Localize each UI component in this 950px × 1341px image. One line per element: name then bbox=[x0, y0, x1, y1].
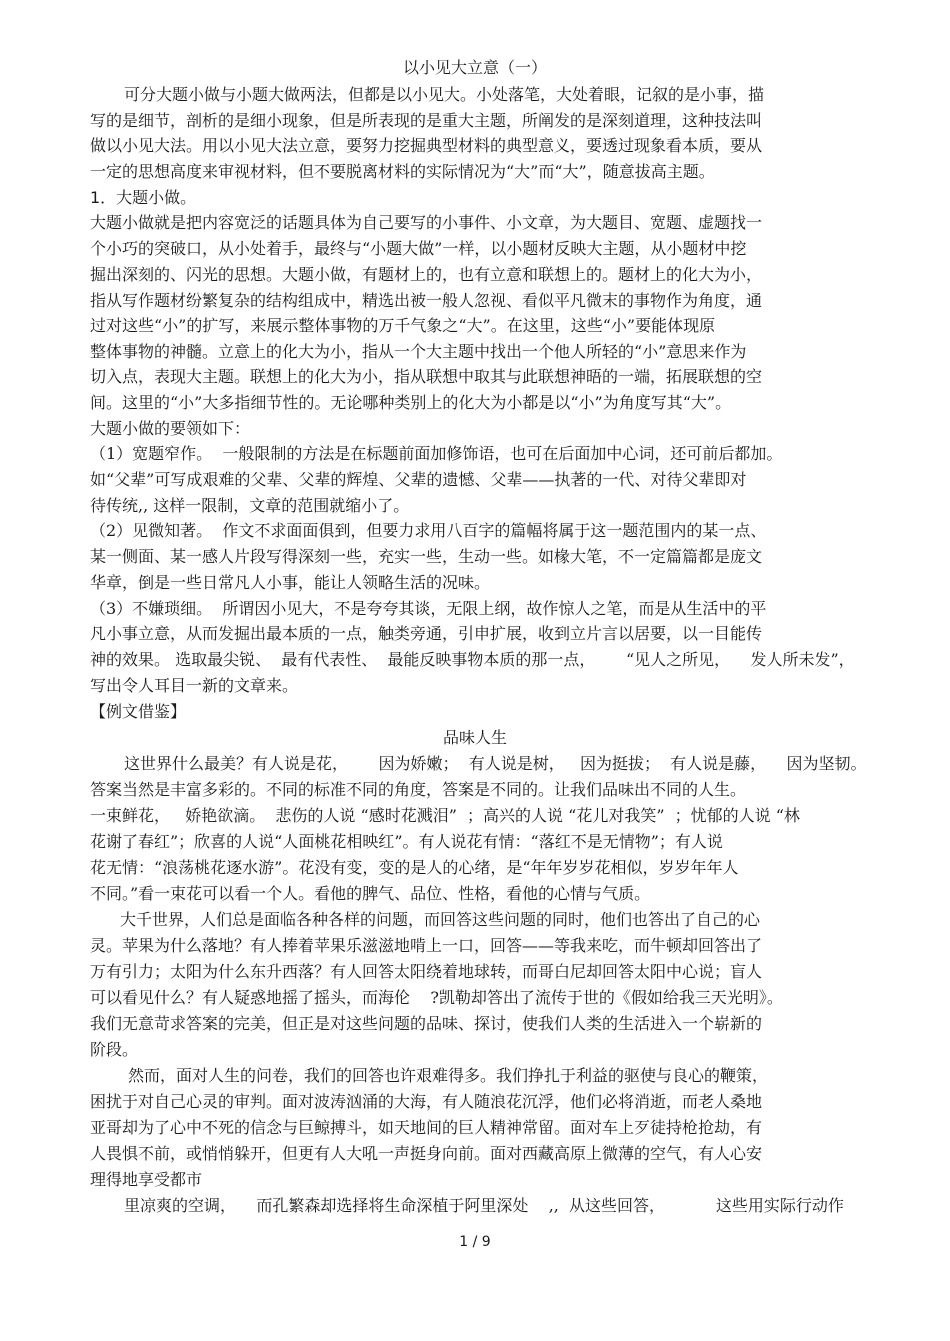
text-line: 万有引力；太阳为什么东升西落？有人回答太阳绕着地球转，而哥白尼却回答太阳中心说；盲人 bbox=[90, 962, 763, 981]
text-line: 写出令人耳目一新的文章来。 bbox=[90, 676, 299, 695]
text-line: 大千世界，人们总是面临各种各样的问题，而回答这些问题的同时，他们也答出了自己的心 bbox=[120, 910, 761, 929]
text-line: （1）宽题窄作。 一般限制的方法是在标题前面加修饰语，也可在后面加中心词，还可前后都加。 bbox=[90, 444, 783, 463]
text-line: 某一侧面、某一感人片段写得深刻一些，充实一些，生动一些。如椽大笔，不一定篇篇都是庞文 bbox=[90, 547, 763, 566]
text-line: 过对这些“小”的扩写，来展示整体事物的万千气象之“大”。在这里，这些“小”要能体现原 bbox=[90, 316, 716, 335]
text-line: 亚哥却为了心中不死的信念与巨鲸搏斗，如天地间的巨人精神常留。面对车上歹徒持枪抢劫，有 bbox=[90, 1118, 763, 1137]
text-line: 花无情：“浪荡桃花逐水游”。花没有变，变的是人的心绪，是“年年岁岁花相似，岁岁年年人 bbox=[90, 858, 739, 877]
text-line: 答案当然是丰富多彩的。不同的标准不同的角度，答案是不同的。让我们品味出不同的人生。 bbox=[90, 780, 747, 799]
text-line: 不同。”看一束花可以看一个人。看他的脾气、品位、性格，看他的心情与气质。 bbox=[90, 884, 651, 903]
text-line: 然而，面对人生的问卷，我们的回答也许艰难得多。我们挣扎于利益的驱使与良心的鞭策， bbox=[128, 1066, 769, 1085]
text-line: 待传统,, 这样一限制，文章的范围就缩小了。 bbox=[90, 496, 410, 515]
text-line: 灵。苹果为什么落地？有人捧着苹果乐滋滋地啃上一口，回答——等我来吃，而牛顿却回答出了 bbox=[90, 936, 763, 955]
text-line: 一束鲜花， 娇艳欲滴。 悲伤的人说 “感时花溅泪” ；高兴的人说 “花儿对我笑” ；忧郁的人说 “林 bbox=[90, 806, 800, 825]
text-line: 困扰于对自己心灵的审判。面对波涛汹涌的大海，有人随浪花沉浮，他们必将消逝，而老人桑地 bbox=[90, 1092, 763, 1111]
section-label: 【例文借鉴】 bbox=[90, 702, 187, 721]
text-line: 神的效果。 选取最尖锐、 最有代表性、 最能反映事物本质的那一点， “见人之所见， 发人所未发”， bbox=[90, 650, 855, 669]
text-line: 指从写作题材纷繁复杂的结构组成中，精选出被一般人忽视、看似平凡微末的事物作为角度，通 bbox=[90, 291, 763, 310]
text-line: 华章，倒是一些日常凡人小事，能让人领略生活的况味。 bbox=[90, 573, 491, 592]
text-line: 做以小见大法。用以小见大法立意，要努力挖掘典型材料的典型意义，要透过现象看本质，要从 bbox=[90, 136, 763, 155]
section-heading: 1．大题小做。 bbox=[90, 188, 197, 207]
text-line: 切入点，表现大主题。联想上的化大为小，指从联想中取其与此联想神晤的一端，拓展联想的空 bbox=[90, 367, 763, 386]
text-line: 阶段。 bbox=[90, 1040, 139, 1059]
text-line: （2）见微知著。 作文不求面面俱到，但要力求用八百字的篇幅将属于这一题范围内的某一点、 bbox=[90, 521, 767, 540]
text-line: 可以看见什么？有人疑惑地摇了摇头，而海伦 ?凯勒却答出了流传于世的《假如给我三天光明》。 bbox=[90, 988, 783, 1007]
text-line: 掘出深刻的、闪光的思想。大题小做，有题材上的，也有立意和联想上的。题材上的化大为小， bbox=[90, 265, 763, 284]
text-line: 大题小做的要领如下： bbox=[90, 419, 251, 438]
text-line: 凡小事立意，从而发掘出最本质的一点，触类旁通，引申扩展，收到立片言以居要，以一目能传 bbox=[90, 624, 763, 643]
text-line: 写的是细节，剖析的是细小现象，但是所表现的是重大主题，所阐发的是深刻道理，这种技法叫 bbox=[90, 111, 763, 130]
text-line: 整体事物的神髓。立意上的化大为小，指从一个大主题中找出一个他人所轻的“小”意思来作为 bbox=[90, 342, 747, 361]
page-title: 以小见大立意（一） bbox=[402, 58, 547, 77]
text-line: 可分大题小做与小题大做两法，但都是以小见大。小处落笔，大处着眼，记叙的是小事，描 bbox=[124, 85, 765, 104]
text-line: 大题小做就是把内容宽泛的话题具体为自己要写的小事件、小文章，为大题目、宽题、虚题找一 bbox=[90, 213, 763, 232]
text-line: 个小巧的突破口，从小处着手，最终与“小题大做”一样，以小题材反映大主题，从小题材中挖 bbox=[90, 239, 747, 258]
page-number: 1 / 9 bbox=[459, 1234, 491, 1250]
text-line: （3）不嫌琐细。 所谓因小见大，不是夸夸其谈，无限上纲，故作惊人之笔，而是从生活中的平 bbox=[90, 599, 767, 618]
text-line: 人畏惧不前，或悄悄躲开，但更有人大吼一声挺身向前。面对西藏高原上微薄的空气，有人心安 bbox=[90, 1144, 763, 1163]
text-line: 如“父辈”可写成艰难的父辈、父辈的辉煌、父辈的遗憾、父辈——执著的一代、对待父辈即对 bbox=[90, 470, 747, 489]
text-line: 间。这里的“小”大多指细节性的。无论哪种类别上的化大为小都是以“小”为角度写其“大”。 bbox=[90, 393, 732, 412]
text-line: 我们无意苛求答案的完美，但正是对这些问题的品味、探讨，使我们人类的生活进入一个崭新的 bbox=[90, 1014, 763, 1033]
article-title: 品味人生 bbox=[442, 728, 507, 747]
text-line: 里凉爽的空调， 而孔繁森却选择将生命深植于阿里深处 ,, 从这些回答， 这些用实际行动作 bbox=[124, 1196, 844, 1215]
text-line: 一定的思想高度来审视材料，但不要脱离材料的实际情况为“大”而“大”，随意拔高主题。 bbox=[90, 162, 715, 181]
text-line: 理得地享受都市 bbox=[90, 1170, 203, 1189]
text-line: 花谢了春红”；欣喜的人说“人面桃花相映红”。有人说花有情：“落红不是无情物”；有人说 bbox=[90, 832, 723, 851]
text-line: 这世界什么最美？有人说是花， 因为娇嫩； 有人说是树， 因为挺拔； 有人说是藤， 因为坚韧。 bbox=[124, 754, 867, 773]
